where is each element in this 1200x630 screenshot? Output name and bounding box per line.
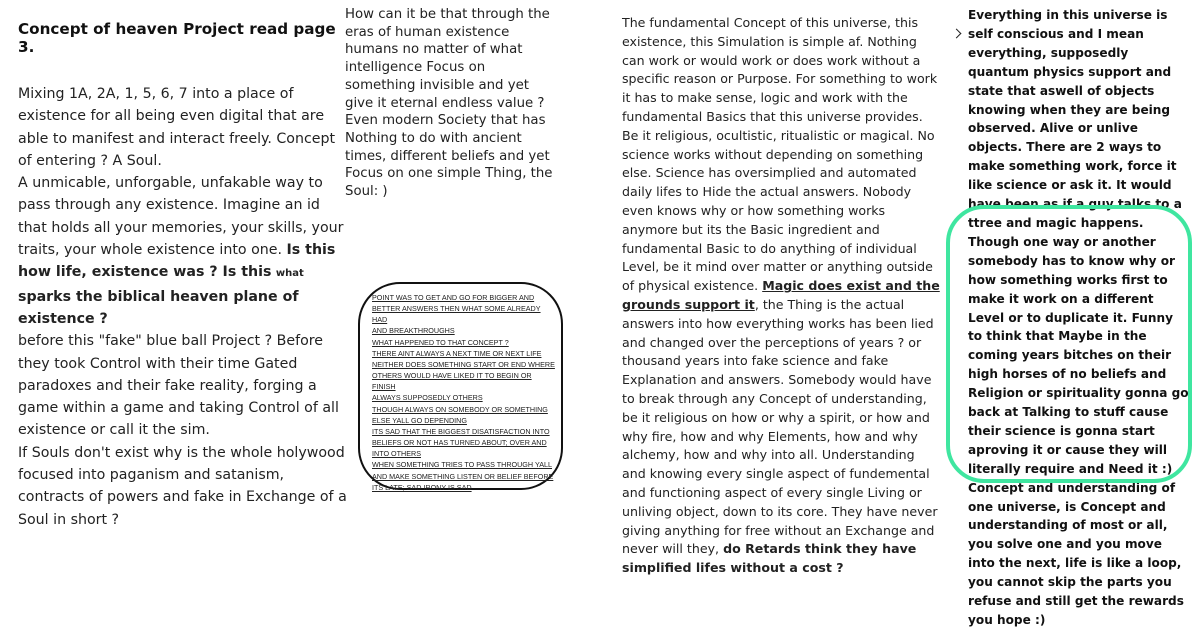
note-line: BETTER ANSWERS THEN WHAT SOME ALREADY HAD [372,304,541,325]
note-line: OTHERS WOULD HAVE LIKED IT TO BEGIN OR FINISH [372,371,532,392]
page-heading: Concept of heaven Project read page 3. [18,20,336,56]
magic-statement: Magic does exist and the grounds support it [622,278,940,312]
note-line: WHAT HAPPENED TO THAT CONCEPT ? [372,337,509,347]
text-column-3 [622,14,942,578]
note-line: THERE AINT ALWAYS A NEXT TIME OR NEXT LIFE [372,348,542,358]
note-text [372,292,557,493]
paragraph-2-text: A unmicable, unforgable, unfakable way to pass through any existence. Imagine an id that holds all your memories, your skills, your traits, your whole existence into one. [18,175,344,259]
note-line: ELSE YALL GO DEPENDING [372,415,467,425]
note-line: AND MAKE SOMETHING LISTEN OR BELIEF BEFORE [372,471,554,481]
note-line: ITS LATE; SAD IRONY IS SAD [372,482,472,492]
bold-question-2: sparks the biblical heaven plane of existence ? [18,288,299,327]
note-line: POINT WAS TO GET AND GO FOR BIGGER AND [372,293,535,302]
paragraph-2-continued: before this "fake" blue ball Project ? Before they took Control with their time Gated paradoxes and their fake reality, forging a game within a game and taking Control of all existence or call it the sim. [18,333,339,439]
paragraph-2 [18,172,348,330]
note-line: INTO OTHERS [372,449,421,459]
note-line: WHEN SOMETHING TRIES TO PASS THROUGH YALL [372,460,552,470]
note-line: ALWAYS SUPPOSEDLY OTHERS [372,393,483,403]
bold-question-1: Is this how life, existence was ? Is this [18,242,336,281]
column-3-paragraph: The fundamental Concept of this universe, this existence, this Simulation is simple af. Nothing can work or would work or does work without a specific reason or Purpose. For something to work it has to make sense, logic and work with the fundamental Basics that this universe provides. Be it religious, ocultistic, ritualistic or magical. No science works without depending on something else. Science has oversimplied and automated daily lifes to Hide the actual answers. Nobody even knows why or how something works anymore but its the Basic ingredient and fundamental Basic to do anything of individual Level, be it mind over matter or anything outside of physical existence. [622,15,938,294]
closing-question: do Retards think they have simplified lifes without a cost ? [622,541,917,576]
column-3-paragraph-continued: , the Thing is the actual answers into how everything works has been lied and changed over the perceptions of years ? or thousand years into fake science and fake Explanation and answers. Somebody would have to break through any Concept of understanding, be it religious on how or why a spirit, or how and why fire, how and why Elements, how and why alchemy, how and why into all. Understanding and knowing every single aspect of fundemental and functioning aspect of every single Living or unliving object, down to its core. They have never giving anything for free without an Exchange and never will they, [622,296,938,557]
small-word: what [275,268,304,280]
paragraph-3: If Souls don't exist why is the whole holywood focused into paganism and satanism, contracts of powers and fake in Exchange of a Soul in short ? [18,444,347,528]
highlight-outline [946,205,1192,483]
note-line: AND BREAKTHROUGHS [372,326,455,336]
note-line: THOUGH ALWAYS ON SOMEBODY OR SOMETHING [372,404,548,414]
text-column-1 [18,20,348,531]
note-line: BELIEFS OR NOT HAS TURNED ABOUT; OVER AND [372,438,547,448]
stray-mark [952,29,962,39]
text-column-4: Everything in this universe is self conscious and I mean everything, supposedly quantum physics support and state that aswell of objects knowing when they are being observed. Alive or unlive objects. There are 2 ways to make something work, force it like science or ask it. It would have been as if a guy talks to a ttree and magic happens. Though one way or another somebody has to know why or how something works first to make it work on a different Level or to duplicate it. Funny to think that Maybe in the coming years bitches on their high horses of no beliefs and Religion or spirituality gonna go back at Talking to stuff cause their science is gonna start aproving it or cause they will literally require and Need it :) Concept and understanding of one universe, is Concept and understanding of most or all, you solve one and you move into the next, life is like a loop, you cannot skip the parts you refuse and still get the rewards you hope :) [968,8,1189,627]
note-line: NEITHER DOES SOMETHING START OR END WHERE [372,359,555,369]
column-1-body [18,83,348,531]
text-column-2: How can it be that through the eras of human existence humans no matter of what intelligence Focus on something invisible and yet give it eternal endless value ? Even modern Society that has Nothing to do with ancient times, different beliefs and yet Focus on one simple Thing, the Soul: ) [345,7,553,200]
paragraph-1: Mixing 1A, 2A, 1, 5, 6, 7 into a place of existence for all being even digital that are able to manifest and interact freely. Concept of entering ? A Soul. [18,86,336,169]
note-line: ITS SAD THAT THE BIGGEST DISATISFACTION INTO [372,426,550,436]
